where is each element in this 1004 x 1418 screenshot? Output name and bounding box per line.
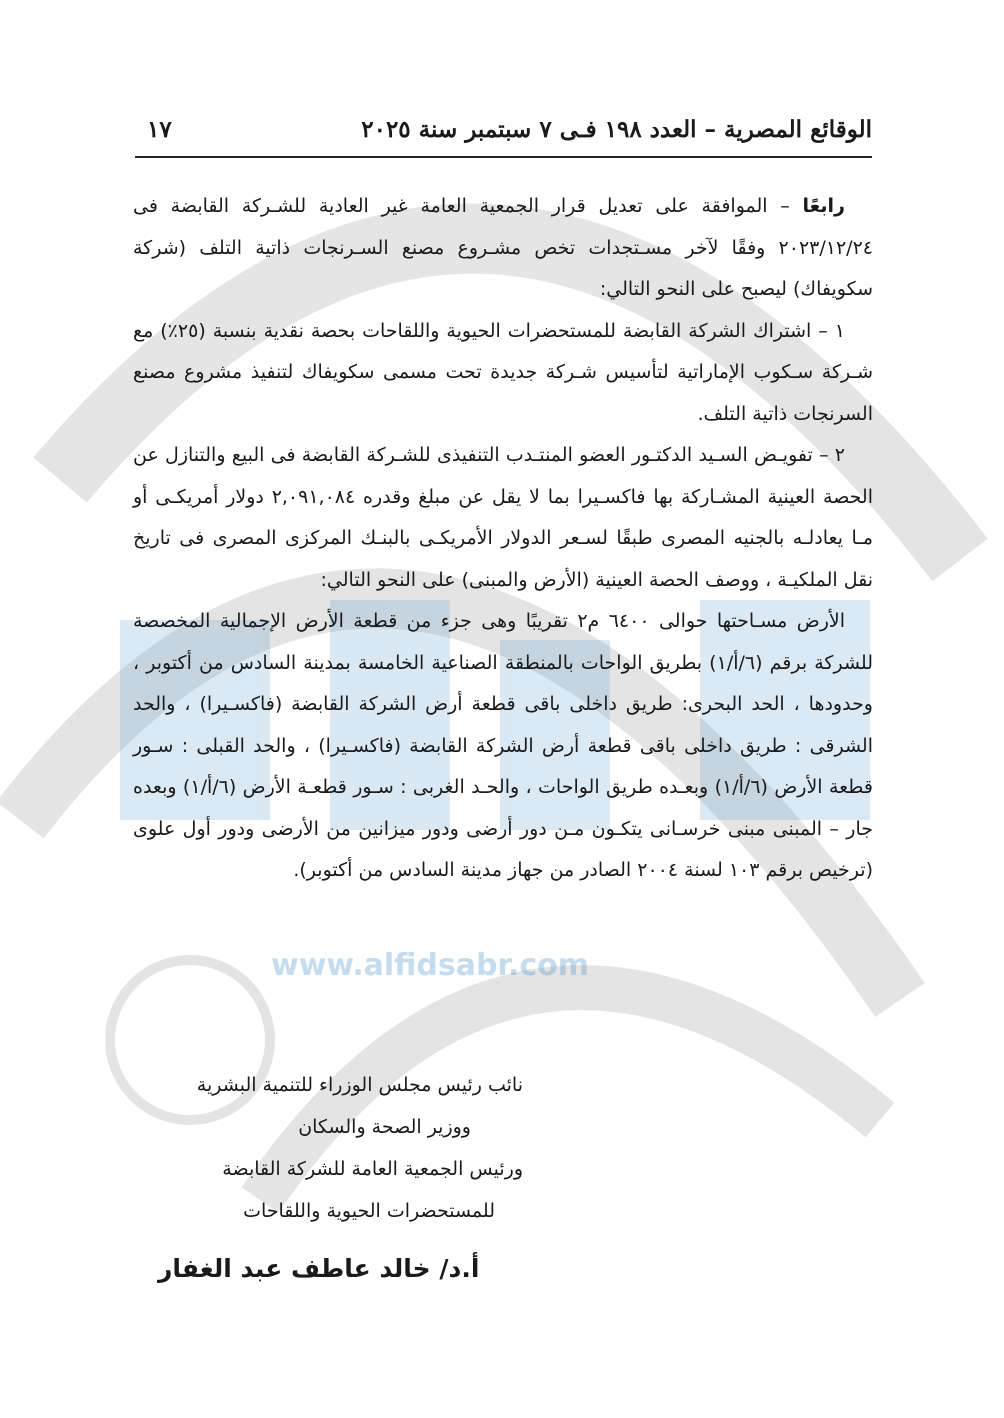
paragraph-text: ٢ – تفويـض السـيد الدكتـور العضو المنتـدب التنفيذى للشـركة القابضة فى البيع والتنازل عن الحصة العينية المشـاركة بها فاكسـيرا بما لا يقل عن مبلغ وقدره ٢,٠٩١,٠٨٤ دولار أمريكـى أو مـا يعادلـه بالجنيه المصرى طبقًا لسـعر الدولار الأمريكـى بالبنـك المركزى المصرى فى تاريخ نقل الملكيـة ، ووصف الحصة العينية (الأرض والمبنى) على النحو التالي: (133, 444, 873, 591)
signature-title-2: ووزير الصحة والسكان (298, 1116, 471, 1138)
watermark-url: www.alfidsabr.com (270, 948, 590, 983)
header-title: الوقائع المصرية – العدد ١٩٨ فـى ٧ سبتمبر سنة ٢٠٢٥ (361, 116, 872, 143)
paragraph-text: ١ – اشتراك الشركة القابضة للمستحضرات الحيوية واللقاحات بحصة نقدية بنسبة (٢٥٪) مع شـركة سـكوب الإماراتية لتأسيس شـركة جديدة تحت مسمى سكويفاك لتنفيذ مشروع مصنع السرنجات ذاتية التلف. (133, 319, 873, 425)
page-number: ١٧ (147, 116, 172, 143)
paragraph-4th-item (133, 186, 873, 311)
page-header (135, 112, 872, 158)
paragraph-clause-2 (133, 435, 873, 601)
signature-title-3: ورئيس الجمعية العامة للشركة القابضة (222, 1158, 523, 1180)
paragraph-lead: رابعًا (802, 195, 845, 217)
paragraph-text: – الموافقة على تعديل قرار الجمعية العامة غير العادية للشـركة القابضة فى ٢٠٢٣/١٢/٢٤ وفقًا لآخر مسـتجدات تخص مشـروع مصنع السـرنجات ذاتية التلف (شركة سكويفاك) ليصبح على النحو التالي: (133, 195, 873, 300)
signatory-name: أ.د/ خالد عاطف عبد الغفار (158, 1254, 480, 1283)
paragraph-clause-1 (133, 311, 873, 436)
decree-body (133, 186, 873, 892)
paragraph-text: الأرض مسـاحتها حوالى ٦٤٠٠ م٢ تقريبًا وهى جزء من قطعة الأرض الإجمالية المخصصة للشركة برقم (٦/أ/١) بطريق الواحات بالمنطقة الصناعية الخامسة بمدينة السادس من أكتوبر ، وحدودها ، الحد البحرى: طريق داخلى باقى قطعة أرض الشركة القابضة (فاكسـيرا) ، والحد الشرقى : طريق داخلى باقى قطعة أرض الشركة القابضة (فاكسـيرا) ، والحد القبلى : سـور قطعة الأرض (٦/أ/١) وبعـده طريق الواحات ، والحـد الغربى : سـور قطعـة الأرض (٦/أ/١) وبعده جار – المبنى مبنى خرسـانى يتكـون مـن دور أرضى ودور ميزانين من الأرضى ودور أول علوى (ترخيص برقم ١٠٣ لسنة ٢٠٠٤ الصادر من جهاز مدينة السادس من أكتوبر). (133, 610, 873, 881)
signature-block (133, 1064, 523, 1232)
signature-title-4: للمستحضرات الحيوية واللقاحات (243, 1200, 495, 1222)
paragraph-land-description (133, 601, 873, 892)
signature-title-1: نائب رئيس مجلس الوزراء للتنمية البشرية (196, 1074, 523, 1096)
